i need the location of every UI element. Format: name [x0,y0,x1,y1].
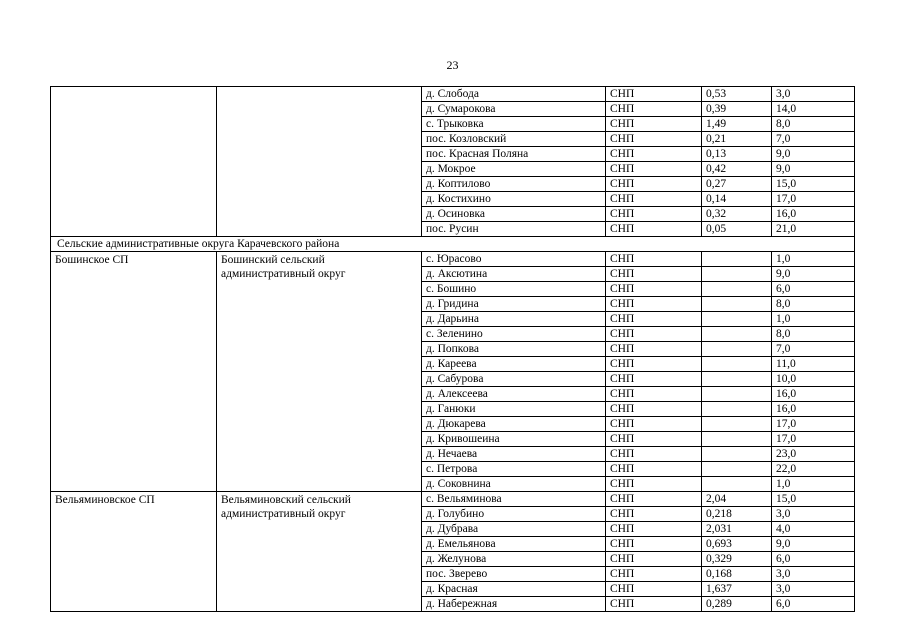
area-cell [702,447,772,462]
settlement-type-cell: СНП [606,597,702,612]
settlement-name-cell: д. Желунова [422,552,606,567]
distance-cell: 15,0 [772,177,855,192]
settlement-type-cell: СНП [606,402,702,417]
region-title: Сельские административные округа Карачевского района [51,237,855,252]
okrug-cell: Вельяминовский сельский административный округ [217,492,422,612]
settlement-type-cell: СНП [606,492,702,507]
area-cell: 0,05 [702,222,772,237]
settlement-name-cell: пос. Зверево [422,567,606,582]
settlements-table [50,86,855,612]
area-cell [702,417,772,432]
area-cell [702,402,772,417]
settlement-name-cell: пос. Красная Поляна [422,147,606,162]
settlement-name-cell: д. Мокрое [422,162,606,177]
area-cell: 0,329 [702,552,772,567]
settlement-type-cell: СНП [606,192,702,207]
settlement-type-cell: СНП [606,87,702,102]
settlement-name-cell: д. Гридина [422,297,606,312]
table-row [51,492,855,507]
settlement-name-cell: с. Петрова [422,462,606,477]
area-cell: 1,637 [702,582,772,597]
settlement-name-cell: д. Кареева [422,357,606,372]
area-cell: 0,218 [702,507,772,522]
distance-cell: 9,0 [772,147,855,162]
area-cell: 2,04 [702,492,772,507]
distance-cell: 9,0 [772,267,855,282]
area-cell [702,252,772,267]
settlement-name-cell: д. Слобода [422,87,606,102]
settlement-type-cell: СНП [606,357,702,372]
settlement-type-cell: СНП [606,447,702,462]
area-cell [702,477,772,492]
settlement-name-cell: д. Сабурова [422,372,606,387]
okrug-cell [217,87,422,237]
distance-cell: 6,0 [772,282,855,297]
distance-cell: 16,0 [772,207,855,222]
distance-cell: 21,0 [772,222,855,237]
settlement-type-cell: СНП [606,567,702,582]
distance-cell: 17,0 [772,432,855,447]
settlement-name-cell: д. Ганюки [422,402,606,417]
settlement-type-cell: СНП [606,417,702,432]
distance-cell: 3,0 [772,507,855,522]
distance-cell: 3,0 [772,567,855,582]
area-cell [702,387,772,402]
settlement-type-cell: СНП [606,537,702,552]
area-cell: 0,53 [702,87,772,102]
settlement-type-cell: СНП [606,102,702,117]
distance-cell: 1,0 [772,252,855,267]
area-cell: 0,21 [702,132,772,147]
distance-cell: 8,0 [772,117,855,132]
distance-cell: 22,0 [772,462,855,477]
settlement-name-cell: пос. Русин [422,222,606,237]
sp-cell: Вельяминовское СП [51,492,217,612]
table-row [51,252,855,267]
distance-cell: 16,0 [772,402,855,417]
distance-cell: 8,0 [772,327,855,342]
distance-cell: 6,0 [772,597,855,612]
settlement-name-cell: д. Дубрава [422,522,606,537]
settlement-name-cell: д. Соковнина [422,477,606,492]
settlement-name-cell: д. Дарьина [422,312,606,327]
settlement-name-cell: д. Нечаева [422,447,606,462]
settlement-type-cell: СНП [606,387,702,402]
distance-cell: 3,0 [772,87,855,102]
settlement-type-cell: СНП [606,522,702,537]
area-cell: 0,14 [702,192,772,207]
settlement-name-cell: д. Осиновка [422,207,606,222]
settlement-name-cell: с. Зеленино [422,327,606,342]
settlement-type-cell: СНП [606,477,702,492]
area-cell: 0,168 [702,567,772,582]
distance-cell: 6,0 [772,552,855,567]
area-cell: 2,031 [702,522,772,537]
settlement-name-cell: с. Вельяминова [422,492,606,507]
settlement-type-cell: СНП [606,162,702,177]
settlement-name-cell: д. Дюкарева [422,417,606,432]
settlement-type-cell: СНП [606,207,702,222]
table-body [51,87,855,612]
area-cell [702,282,772,297]
distance-cell: 3,0 [772,582,855,597]
settlement-name-cell: с. Юрасово [422,252,606,267]
region-title-row [51,237,855,252]
settlement-type-cell: СНП [606,582,702,597]
area-cell [702,297,772,312]
settlement-name-cell: с. Бошино [422,282,606,297]
settlement-type-cell: СНП [606,507,702,522]
area-cell [702,462,772,477]
page-number: 23 [446,58,459,72]
settlement-type-cell: СНП [606,342,702,357]
distance-cell: 14,0 [772,102,855,117]
settlement-name-cell: д. Попкова [422,342,606,357]
settlement-type-cell: СНП [606,327,702,342]
settlement-name-cell: д. Аксютина [422,267,606,282]
settlement-name-cell: д. Костихино [422,192,606,207]
distance-cell: 1,0 [772,477,855,492]
distance-cell: 15,0 [772,492,855,507]
okrug-cell: Бошинский сельский административный округ [217,252,422,492]
distance-cell: 9,0 [772,537,855,552]
settlement-type-cell: СНП [606,432,702,447]
settlement-type-cell: СНП [606,462,702,477]
area-cell: 0,27 [702,177,772,192]
distance-cell: 10,0 [772,372,855,387]
area-cell: 0,42 [702,162,772,177]
distance-cell: 17,0 [772,192,855,207]
distance-cell: 7,0 [772,342,855,357]
area-cell: 0,32 [702,207,772,222]
distance-cell: 4,0 [772,522,855,537]
settlement-name-cell: пос. Козловский [422,132,606,147]
settlement-type-cell: СНП [606,297,702,312]
distance-cell: 1,0 [772,312,855,327]
area-cell [702,357,772,372]
table-row [51,87,855,102]
settlement-type-cell: СНП [606,312,702,327]
area-cell [702,372,772,387]
settlement-name-cell: д. Красная [422,582,606,597]
settlement-type-cell: СНП [606,177,702,192]
settlement-name-cell: д. Голубино [422,507,606,522]
sp-cell [51,87,217,237]
settlement-type-cell: СНП [606,222,702,237]
settlement-name-cell: с. Трыковка [422,117,606,132]
settlement-name-cell: д. Алексеева [422,387,606,402]
area-cell [702,267,772,282]
distance-cell: 7,0 [772,132,855,147]
settlement-name-cell: д. Сумарокова [422,102,606,117]
area-cell [702,327,772,342]
area-cell: 0,289 [702,597,772,612]
area-cell [702,342,772,357]
area-cell: 0,39 [702,102,772,117]
settlement-type-cell: СНП [606,282,702,297]
settlement-name-cell: д. Кривошеина [422,432,606,447]
settlement-type-cell: СНП [606,147,702,162]
sp-cell: Бошинское СП [51,252,217,492]
settlement-name-cell: д. Коптилово [422,177,606,192]
settlement-type-cell: СНП [606,372,702,387]
distance-cell: 16,0 [772,387,855,402]
area-cell [702,432,772,447]
distance-cell: 17,0 [772,417,855,432]
settlement-type-cell: СНП [606,132,702,147]
settlement-name-cell: д. Набережная [422,597,606,612]
area-cell [702,312,772,327]
distance-cell: 9,0 [772,162,855,177]
distance-cell: 23,0 [772,447,855,462]
area-cell: 0,13 [702,147,772,162]
area-cell: 0,693 [702,537,772,552]
settlement-type-cell: СНП [606,552,702,567]
distance-cell: 11,0 [772,357,855,372]
settlement-type-cell: СНП [606,252,702,267]
distance-cell: 8,0 [772,297,855,312]
area-cell: 1,49 [702,117,772,132]
settlement-type-cell: СНП [606,117,702,132]
settlement-type-cell: СНП [606,267,702,282]
settlement-name-cell: д. Емельянова [422,537,606,552]
